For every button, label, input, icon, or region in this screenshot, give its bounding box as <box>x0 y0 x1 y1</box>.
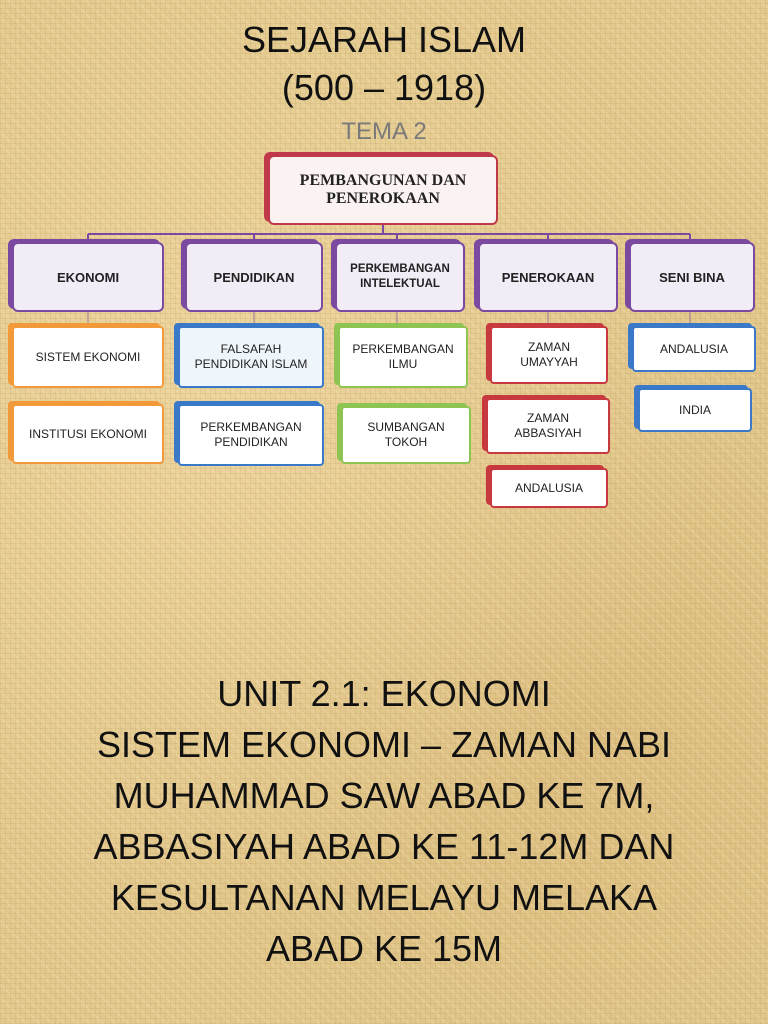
node-perkembangan-ilmu: PERKEMBANGAN ILMU <box>338 326 468 388</box>
root-node: PEMBANGUNAN DAN PENEROKAAN <box>268 155 498 225</box>
unit-line-3: MUHAMMAD SAW ABAD KE 7M, <box>113 775 655 816</box>
slide-title-years: (500 – 1918) <box>281 67 487 108</box>
category-perkembangan-intelektual: PERKEMBANGAN INTELEKTUAL <box>335 242 465 312</box>
node-zaman-umayyah: ZAMAN UMAYYAH <box>490 326 608 384</box>
node-india: INDIA <box>638 388 752 432</box>
node-perkembangan-pendidikan: PERKEMBANGAN PENDIDIKAN <box>178 404 324 466</box>
node-andalusia-penerokaan: ANDALUSIA <box>490 468 608 508</box>
unit-line-5: KESULTANAN MELAYU MELAKA <box>110 877 658 918</box>
unit-line-1: UNIT 2.1: EKONOMI <box>217 673 551 714</box>
unit-heading <box>0 668 768 974</box>
category-ekonomi: EKONOMI <box>12 242 164 312</box>
category-penerokaan: PENEROKAAN <box>478 242 618 312</box>
slide-title: SEJARAH ISLAM <box>241 19 527 60</box>
node-andalusia-seni-bina: ANDALUSIA <box>632 326 756 372</box>
category-seni-bina: SENI BINA <box>629 242 755 312</box>
theme-label: TEMA 2 <box>341 118 427 145</box>
unit-line-2: SISTEM EKONOMI – ZAMAN NABI <box>96 724 672 765</box>
node-zaman-abbasiyah: ZAMAN ABBASIYAH <box>486 398 610 454</box>
category-pendidikan: PENDIDIKAN <box>185 242 323 312</box>
unit-line-6: ABAD KE 15M <box>265 928 503 969</box>
node-institusi-ekonomi: INSTITUSI EKONOMI <box>12 404 164 464</box>
node-falsafah-pendidikan-islam: FALSAFAH PENDIDIKAN ISLAM <box>178 326 324 388</box>
node-sistem-ekonomi: SISTEM EKONOMI <box>12 326 164 388</box>
unit-line-4: ABBASIYAH ABAD KE 11-12M DAN <box>93 826 675 867</box>
node-sumbangan-tokoh: SUMBANGAN TOKOH <box>341 406 471 464</box>
